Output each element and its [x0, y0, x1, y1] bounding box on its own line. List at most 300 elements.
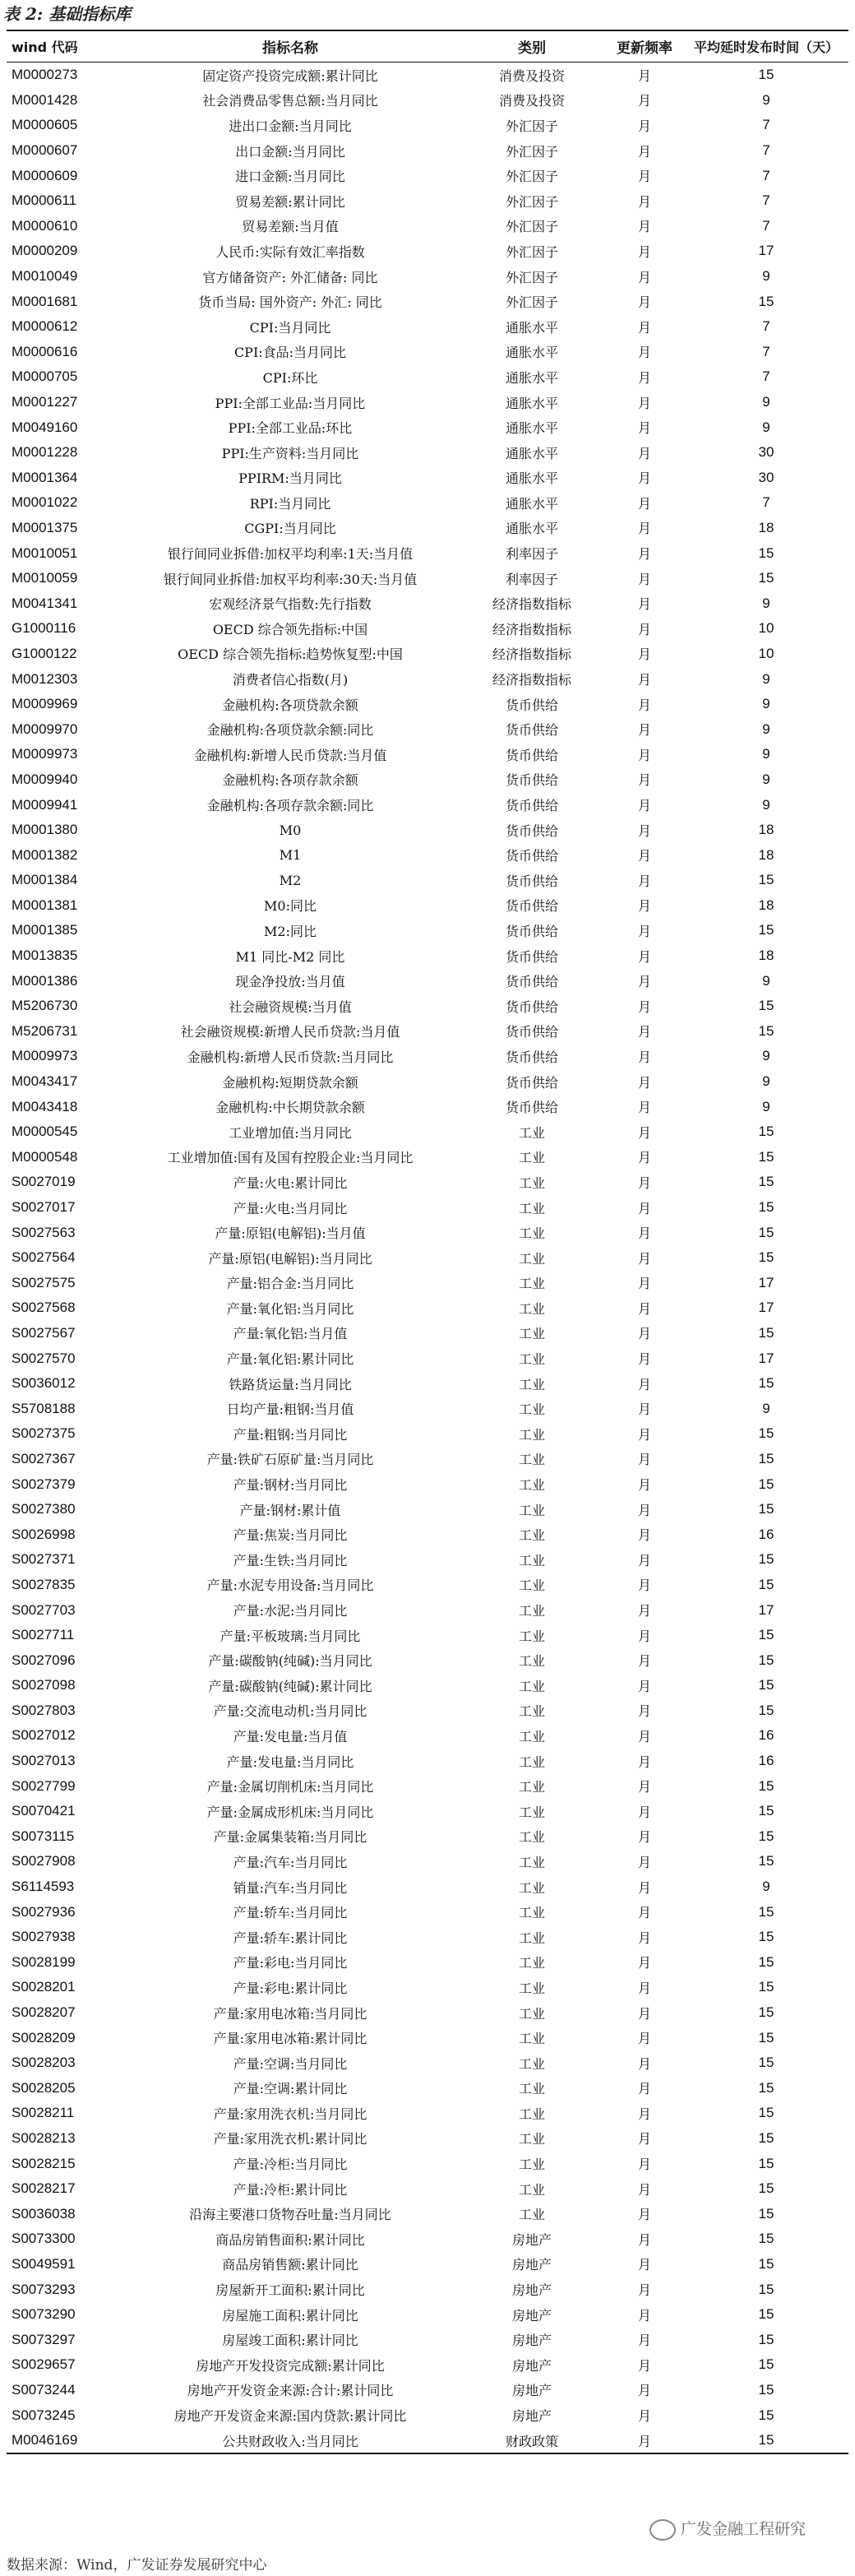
- cell-wind-code: M0009973: [12, 1048, 78, 1064]
- cell-category: 工业: [518, 1603, 545, 1619]
- cell-category: 房地产: [511, 2282, 552, 2299]
- cell-wind-code: S0073244: [12, 2381, 76, 2398]
- header-wind-code: wind 代码: [12, 39, 78, 55]
- cell-frequency: 月: [637, 822, 651, 839]
- cell-frequency: 月: [637, 1703, 651, 1720]
- table-row: [7, 1749, 848, 1774]
- cell-wind-code: S0027568: [12, 1300, 76, 1316]
- cell-category: 通胀水平: [505, 369, 558, 386]
- table-row: [7, 968, 848, 994]
- cell-frequency: 月: [637, 848, 651, 864]
- cell-category: 房地产: [511, 2307, 552, 2323]
- cell-wind-code: S0027013: [12, 1753, 76, 1769]
- cell-delay-days: 15: [758, 1652, 774, 1668]
- cell-category: 通胀水平: [505, 319, 558, 336]
- cell-indicator-name: 工业增加值:国有及国有控股企业:当月同比: [167, 1150, 414, 1166]
- cell-indicator-name: 产量:金属切削机床:当月同比: [206, 1779, 374, 1795]
- cell-wind-code: M0010059: [12, 570, 78, 586]
- cell-indicator-name: 贸易差额:累计同比: [235, 193, 345, 210]
- cell-indicator-name: M1 同比-M2 同比: [235, 948, 345, 965]
- cell-indicator-name: 金融机构:各项存款余额:同比: [206, 798, 374, 814]
- cell-frequency: 月: [637, 1930, 651, 1946]
- cell-wind-code: S0028201: [12, 1979, 76, 1995]
- cell-delay-days: 15: [758, 1979, 774, 1995]
- cell-category: 经济指数指标: [492, 646, 571, 663]
- cell-wind-code: M0001375: [12, 519, 78, 535]
- cell-indicator-name: 金融机构:短期贷款余额: [222, 1074, 358, 1091]
- cell-frequency: 月: [637, 369, 651, 386]
- cell-frequency: 月: [637, 143, 651, 160]
- cell-frequency: 月: [637, 2031, 651, 2047]
- cell-frequency: 月: [637, 1300, 651, 1317]
- cell-wind-code: M0012303: [12, 670, 78, 687]
- cell-wind-code: S0027371: [12, 1551, 76, 1568]
- cell-category: 工业: [518, 1300, 545, 1317]
- cell-category: 工业: [518, 2031, 545, 2047]
- cell-indicator-name: 人民币:实际有效汇率指数: [215, 243, 365, 260]
- cell-category: 货币供给: [505, 998, 558, 1015]
- cell-category: 通胀水平: [505, 345, 558, 361]
- table-row: [7, 1899, 848, 1925]
- cell-category: 工业: [518, 1452, 545, 1468]
- cell-delay-days: 15: [758, 998, 774, 1014]
- table-row: [7, 1597, 848, 1623]
- cell-category: 通胀水平: [505, 420, 558, 437]
- cell-indicator-name: OECD 综合领先指标:中国: [212, 621, 368, 637]
- cell-wind-code: M0001386: [12, 972, 78, 989]
- cell-frequency: 月: [637, 1074, 651, 1091]
- table-row: [7, 214, 848, 239]
- cell-delay-days: 15: [758, 544, 774, 561]
- cell-frequency: 月: [637, 118, 651, 134]
- cell-indicator-name: 进口金额:当月同比: [235, 169, 345, 185]
- cell-category: 工业: [518, 1376, 545, 1392]
- table-row: [7, 918, 848, 943]
- cell-delay-days: 17: [758, 1350, 774, 1366]
- cell-category: 货币供给: [505, 722, 558, 739]
- cell-indicator-name: 商品房销售面积:累计同比: [215, 2231, 365, 2248]
- cell-wind-code: M5206731: [12, 1022, 78, 1039]
- cell-frequency: 月: [637, 395, 651, 411]
- cell-frequency: 月: [637, 470, 651, 487]
- cell-wind-code: S6114593: [12, 1879, 75, 1895]
- cell-delay-days: 15: [758, 1199, 774, 1216]
- cell-delay-days: 15: [758, 1476, 774, 1492]
- cell-delay-days: 17: [758, 1300, 774, 1316]
- cell-delay-days: 9: [762, 796, 770, 813]
- cell-wind-code: S0027835: [12, 1576, 76, 1592]
- cell-category: 货币供给: [505, 1074, 558, 1091]
- table-row: [7, 1346, 848, 1371]
- cell-delay-days: 15: [758, 1677, 774, 1693]
- cell-frequency: 月: [637, 1225, 651, 1242]
- cell-wind-code: S0027799: [12, 1777, 76, 1794]
- cell-indicator-name: M2: [279, 872, 302, 888]
- cell-frequency: 月: [637, 2307, 651, 2323]
- cell-wind-code: S0027098: [12, 1677, 76, 1693]
- cell-wind-code: S0026998: [12, 1526, 76, 1542]
- cell-delay-days: 15: [758, 1551, 774, 1568]
- cell-indicator-name: 金融机构:新增人民币贷款:当月值: [193, 747, 387, 763]
- indicator-table: [7, 30, 848, 2454]
- table-row: [7, 1849, 848, 1874]
- cell-indicator-name: 产量:轿车:当月同比: [233, 1905, 348, 1921]
- cell-category: 工业: [518, 1225, 545, 1242]
- cell-delay-days: 7: [762, 167, 770, 183]
- cell-category: 经济指数指标: [492, 596, 571, 613]
- cell-indicator-name: 产量:发电量:当月同比: [226, 1754, 354, 1770]
- table-row: [7, 2101, 848, 2126]
- cell-frequency: 月: [637, 1804, 651, 1820]
- table-row: [7, 666, 848, 692]
- cell-indicator-name: 产量:冷柜:当月同比: [233, 2157, 348, 2173]
- cell-indicator-name: 金融机构:各项贷款余额:同比: [206, 722, 374, 739]
- cell-delay-days: 17: [758, 1274, 774, 1290]
- cell-wind-code: M0013835: [12, 947, 78, 964]
- table-row: [7, 1271, 848, 1296]
- cell-frequency: 月: [637, 1326, 651, 1342]
- cell-frequency: 月: [637, 1829, 651, 1846]
- cell-wind-code: S0027367: [12, 1450, 76, 1466]
- cell-delay-days: 15: [758, 2432, 774, 2449]
- cell-wind-code: M0009941: [12, 796, 78, 813]
- cell-wind-code: S0049591: [12, 2255, 76, 2272]
- cell-category: 消费及投资: [498, 67, 565, 84]
- cell-indicator-name: PPI:生产资料:当月同比: [221, 445, 359, 461]
- table-row: [7, 289, 848, 314]
- cell-category: 货币供给: [505, 873, 558, 889]
- cell-frequency: 月: [637, 2081, 651, 2097]
- cell-delay-days: 15: [758, 1929, 774, 1945]
- cell-category: 货币供给: [505, 923, 558, 939]
- cell-category: 工业: [518, 1578, 545, 1594]
- cell-indicator-name: 产量:交流电动机:当月同比: [213, 1703, 367, 1720]
- cell-wind-code: M0000607: [12, 142, 78, 159]
- cell-delay-days: 15: [758, 922, 774, 938]
- cell-delay-days: 15: [758, 1777, 774, 1794]
- cell-frequency: 月: [637, 1402, 651, 1418]
- cell-delay-days: 15: [758, 2129, 774, 2146]
- cell-category: 工业: [518, 1552, 545, 1568]
- cell-indicator-name: 沿海主要港口货物吞吐量:当月同比: [189, 2207, 391, 2223]
- cell-wind-code: S0028207: [12, 2004, 76, 2021]
- cell-frequency: 月: [637, 193, 651, 210]
- table-row: [7, 1044, 848, 1069]
- cell-category: 工业: [518, 1250, 545, 1267]
- cell-category: 工业: [518, 1124, 545, 1141]
- cell-indicator-name: 产量:金属成形机床:当月同比: [206, 1804, 374, 1820]
- cell-indicator-name: 社会融资规模:新增人民币贷款:当月值: [180, 1024, 400, 1040]
- cell-category: 工业: [518, 2181, 545, 2198]
- cell-category: 工业: [518, 1754, 545, 1770]
- table-row: [7, 163, 848, 188]
- cell-wind-code: S0027803: [12, 1702, 76, 1718]
- cell-delay-days: 15: [758, 2205, 774, 2222]
- cell-delay-days: 18: [758, 947, 774, 964]
- cell-frequency: 月: [637, 445, 651, 461]
- cell-indicator-name: 产量:碳酸钠(纯碱):当月同比: [208, 1653, 372, 1670]
- cell-frequency: 月: [637, 420, 651, 437]
- cell-category: 货币供给: [505, 974, 558, 990]
- cell-delay-days: 15: [758, 1702, 774, 1718]
- cell-delay-days: 16: [758, 1526, 774, 1542]
- cell-frequency: 月: [637, 2181, 651, 2198]
- table-row: [7, 1421, 848, 1447]
- cell-delay-days: 15: [758, 2356, 774, 2373]
- table-row: [7, 516, 848, 541]
- cell-category: 工业: [518, 1527, 545, 1544]
- cell-category: 货币供给: [505, 772, 558, 789]
- cell-category: 利率因子: [505, 571, 558, 587]
- table-row: [7, 88, 848, 114]
- cell-indicator-name: 金融机构:中长期贷款余额: [215, 1100, 365, 1116]
- cell-frequency: 月: [637, 319, 651, 336]
- header-indicator-name: 指标名称: [262, 40, 318, 57]
- cell-wind-code: M0001227: [12, 394, 78, 410]
- table-row: [7, 1471, 848, 1497]
- cell-category: 外汇因子: [505, 294, 558, 311]
- table-row: [7, 994, 848, 1019]
- table-row: [7, 1119, 848, 1145]
- cell-frequency: 月: [637, 1477, 651, 1494]
- cell-category: 通胀水平: [505, 470, 558, 487]
- cell-delay-days: 15: [758, 1853, 774, 1869]
- cell-delay-days: 9: [762, 1098, 770, 1114]
- cell-frequency: 月: [637, 1905, 651, 1921]
- cell-frequency: 月: [637, 571, 651, 587]
- cell-delay-days: 15: [758, 2407, 774, 2423]
- cell-frequency: 月: [637, 596, 651, 613]
- table-row: [7, 1295, 848, 1321]
- cell-wind-code: M5206730: [12, 998, 78, 1014]
- cell-delay-days: 15: [758, 2180, 774, 2197]
- cell-indicator-name: 产量:家用洗衣机:累计同比: [213, 2131, 367, 2147]
- table-row: [7, 1874, 848, 1900]
- cell-wind-code: M0000610: [12, 217, 78, 234]
- cell-indicator-name: 房屋竣工面积:累计同比: [222, 2333, 358, 2349]
- cell-wind-code: S0027703: [12, 1601, 76, 1618]
- cell-delay-days: 15: [758, 2079, 774, 2096]
- cell-delay-days: 30: [758, 469, 774, 485]
- cell-wind-code: M0009940: [12, 771, 78, 787]
- cell-indicator-name: 产量:氧化铝:累计同比: [226, 1351, 354, 1368]
- cell-category: 工业: [518, 1502, 545, 1518]
- table-row: [7, 2402, 848, 2428]
- cell-wind-code: M0000611: [12, 192, 77, 209]
- cell-frequency: 月: [637, 269, 651, 285]
- cell-delay-days: 15: [758, 1425, 774, 1442]
- cell-wind-code: M0000209: [12, 243, 78, 259]
- cell-category: 通胀水平: [505, 495, 558, 512]
- cell-delay-days: 15: [758, 1501, 774, 1517]
- cell-indicator-name: CPI:当月同比: [249, 319, 331, 336]
- cell-indicator-name: 贸易差额:当月值: [242, 219, 339, 235]
- cell-category: 经济指数指标: [492, 672, 571, 688]
- cell-frequency: 月: [637, 1049, 651, 1065]
- cell-delay-days: 17: [758, 1601, 774, 1618]
- table-row: [7, 767, 848, 793]
- cell-wind-code: S0027375: [12, 1425, 76, 1442]
- cell-delay-days: 15: [758, 2155, 774, 2171]
- cell-indicator-name: 产量:钢材:当月同比: [233, 1477, 348, 1494]
- cell-frequency: 月: [637, 672, 651, 688]
- cell-wind-code: S0073300: [12, 2231, 76, 2247]
- cell-delay-days: 9: [762, 696, 770, 712]
- cell-indicator-name: 货币当局: 国外资产: 外汇: 同比: [198, 294, 382, 311]
- cell-frequency: 月: [637, 1100, 651, 1116]
- cell-category: 工业: [518, 2005, 545, 2022]
- cell-indicator-name: 公共财政收入:当月同比: [222, 2433, 358, 2449]
- cell-frequency: 月: [637, 1754, 651, 1770]
- cell-frequency: 月: [637, 2383, 651, 2399]
- cell-indicator-name: 产量:水泥:当月同比: [233, 1603, 348, 1619]
- cell-frequency: 月: [637, 2333, 651, 2349]
- cell-category: 外汇因子: [505, 118, 558, 134]
- cell-indicator-name: 产量:生铁:当月同比: [233, 1552, 348, 1568]
- table-row: [7, 1673, 848, 1698]
- cell-indicator-name: 产量:冷柜:累计同比: [233, 2181, 348, 2198]
- cell-category: 工业: [518, 2157, 545, 2173]
- cell-frequency: 月: [637, 923, 651, 939]
- cell-wind-code: M0000605: [12, 117, 78, 133]
- cell-frequency: 月: [637, 1124, 651, 1141]
- table-row: [7, 1723, 848, 1749]
- table-row: [7, 1547, 848, 1573]
- cell-indicator-name: 进出口金额:当月同比: [229, 118, 352, 134]
- table-row: [7, 1698, 848, 1724]
- cell-wind-code: M0001380: [12, 822, 78, 838]
- cell-wind-code: S0027567: [12, 1324, 76, 1341]
- cell-indicator-name: 产量:汽车:当月同比: [233, 1854, 348, 1870]
- cell-delay-days: 15: [758, 67, 774, 83]
- cell-delay-days: 9: [762, 1879, 770, 1895]
- cell-wind-code: M0041341: [12, 595, 78, 611]
- table-row: [7, 188, 848, 214]
- cell-frequency: 月: [637, 1502, 651, 1518]
- cell-indicator-name: 产量:水泥专用设备:当月同比: [206, 1578, 374, 1594]
- cell-frequency: 月: [637, 1980, 651, 1996]
- cell-frequency: 月: [637, 169, 651, 185]
- cell-frequency: 月: [637, 243, 651, 260]
- cell-indicator-name: 产量:彩电:累计同比: [233, 1980, 348, 1996]
- table-row: [7, 642, 848, 667]
- table-row: [7, 1447, 848, 1472]
- cell-delay-days: 9: [762, 1048, 770, 1064]
- cell-delay-days: 7: [762, 192, 770, 209]
- cell-delay-days: 9: [762, 419, 770, 435]
- cell-delay-days: 9: [762, 746, 770, 762]
- cell-indicator-name: 产量:火电:累计同比: [233, 1174, 348, 1191]
- cell-delay-days: 15: [758, 1249, 774, 1266]
- cell-frequency: 月: [637, 998, 651, 1015]
- cell-delay-days: 15: [758, 293, 774, 309]
- cell-indicator-name: 产量:金属集装箱:当月同比: [213, 1829, 367, 1846]
- cell-wind-code: S0073290: [12, 2306, 76, 2323]
- cell-delay-days: 10: [758, 645, 774, 661]
- cell-frequency: 月: [637, 621, 651, 637]
- cell-delay-days: 9: [762, 720, 770, 737]
- cell-frequency: 月: [637, 2231, 651, 2248]
- cell-indicator-name: 产量:彩电:当月同比: [233, 1955, 348, 1971]
- cell-indicator-name: 出口金额:当月同比: [235, 143, 345, 160]
- cell-category: 财政政策: [505, 2433, 558, 2449]
- cell-delay-days: 15: [758, 1828, 774, 1844]
- cell-wind-code: S0036038: [12, 2205, 76, 2222]
- table-row: [7, 2025, 848, 2050]
- cell-category: 房地产: [511, 2357, 552, 2374]
- cell-frequency: 月: [637, 546, 651, 563]
- cell-indicator-name: 官方储备资产: 外汇储备: 同比: [202, 269, 378, 285]
- table-row: [7, 1824, 848, 1850]
- cell-delay-days: 18: [758, 897, 774, 913]
- cell-wind-code: M0010049: [12, 268, 78, 285]
- cell-category: 货币供给: [505, 697, 558, 713]
- table-row: [7, 2076, 848, 2101]
- cell-delay-days: 15: [758, 2055, 774, 2071]
- cell-indicator-name: 产量:氧化铝:当月值: [233, 1326, 348, 1342]
- table-row: [7, 239, 848, 264]
- cell-category: 工业: [518, 2131, 545, 2147]
- cell-delay-days: 15: [758, 1324, 774, 1341]
- table-row: [7, 2000, 848, 2026]
- cell-delay-days: 15: [758, 1953, 774, 1970]
- cell-category: 消费及投资: [498, 93, 565, 109]
- cell-delay-days: 18: [758, 822, 774, 838]
- cell-category: 货币供给: [505, 798, 558, 814]
- cell-frequency: 月: [637, 495, 651, 512]
- cell-frequency: 月: [637, 2207, 651, 2223]
- cell-indicator-name: 产量:原铝(电解铝):当月值: [215, 1225, 366, 1242]
- cell-delay-days: 15: [758, 2255, 774, 2272]
- table-row: [7, 1371, 848, 1397]
- cell-delay-days: 15: [758, 1022, 774, 1039]
- cell-indicator-name: 银行间同业拆借:加权平均利率:1天:当月值: [167, 546, 414, 563]
- cell-delay-days: 15: [758, 1450, 774, 1466]
- cell-wind-code: S0028199: [12, 1953, 76, 1970]
- cell-category: 工业: [518, 1628, 545, 1644]
- table-row: [7, 2428, 848, 2453]
- cell-delay-days: 15: [758, 2381, 774, 2398]
- cell-wind-code: M0043417: [12, 1073, 78, 1090]
- cell-wind-code: S0027012: [12, 1727, 76, 1744]
- table-row: [7, 792, 848, 818]
- data-source: 数据来源：Wind，广发证券发展研究中心: [7, 2557, 267, 2574]
- cell-delay-days: 7: [762, 142, 770, 159]
- cell-delay-days: 9: [762, 394, 770, 410]
- cell-delay-days: 7: [762, 343, 770, 359]
- cell-indicator-name: 工业增加值:当月同比: [229, 1124, 352, 1141]
- cell-indicator-name: 银行间同业拆借:加权平均利率:30天:当月值: [163, 571, 418, 587]
- cell-wind-code: S0027380: [12, 1501, 76, 1517]
- cell-frequency: 月: [637, 1678, 651, 1694]
- cell-indicator-name: 金融机构:各项贷款余额: [222, 697, 358, 713]
- table-row: [7, 2327, 848, 2352]
- cell-frequency: 月: [637, 1150, 651, 1166]
- cell-indicator-name: 产量:原铝(电解铝):当月同比: [208, 1250, 372, 1267]
- cell-frequency: 月: [637, 521, 651, 537]
- cell-delay-days: 15: [758, 2029, 774, 2046]
- cell-frequency: 月: [637, 219, 651, 235]
- table-row: [7, 1573, 848, 1598]
- cell-indicator-name: 日均产量:粗钢:当月值: [226, 1402, 354, 1418]
- cell-wind-code: S0028217: [12, 2180, 76, 2197]
- cell-indicator-name: 房屋施工面积:累计同比: [222, 2307, 358, 2323]
- cell-category: 工业: [518, 1930, 545, 1946]
- table-row: [7, 540, 848, 566]
- cell-indicator-name: 金融机构:新增人民币贷款:当月同比: [187, 1049, 394, 1065]
- table-row: [7, 1069, 848, 1095]
- cell-frequency: 月: [637, 2005, 651, 2022]
